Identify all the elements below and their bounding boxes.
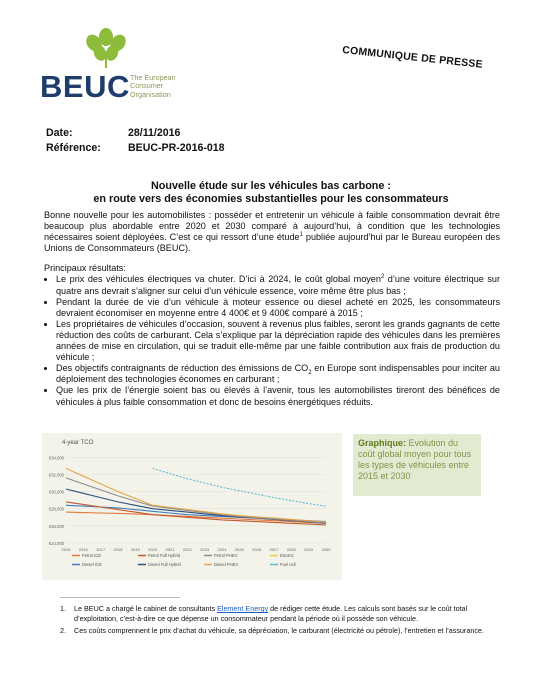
title-line-2: en route vers des économies substantielles pour les consommateurs xyxy=(93,193,449,205)
x-tick-label: 2021 xyxy=(165,547,175,552)
press-release-stamp: COMMUNIQUE DE PRESSE xyxy=(341,44,484,71)
x-tick-label: 2030 xyxy=(321,547,331,552)
body-text xyxy=(44,210,500,408)
x-tick-label: 2027 xyxy=(269,547,279,552)
x-tick-label: 2026 xyxy=(252,547,262,552)
footnotes xyxy=(60,604,496,638)
y-tick-label: €32,000 xyxy=(48,472,64,478)
footnote-divider xyxy=(60,597,180,598)
legend-label: Petrol PHEV xyxy=(214,553,238,558)
results-list xyxy=(44,274,500,407)
brand-tagline: The European Consumer Organisation xyxy=(130,73,176,99)
y-tick-label: €26,000 xyxy=(48,523,64,529)
x-tick-label: 2022 xyxy=(182,547,192,552)
x-tick-label: 2025 xyxy=(234,547,244,552)
tco-chart-svg xyxy=(42,433,342,580)
reference-label: Référence: xyxy=(46,142,101,154)
legend-label: Petrol ICE xyxy=(82,553,102,558)
footnote-ref-1[interactable]: 1 xyxy=(299,232,303,239)
leaf-cluster-icon xyxy=(84,28,128,70)
y-tick-label: €28,000 xyxy=(48,506,64,512)
legend-label: Petrol Full Hybrid xyxy=(148,553,181,558)
list-item: • Des objectifs contraignants de réduction des émissions de $CO_2$ en Europe sont indispensables pour inciter au déploiement des technologies économes en carburant ; xyxy=(56,363,500,385)
y-tick-label: €24,000 xyxy=(48,541,64,546)
beuc-logo xyxy=(40,28,210,104)
brand-name: BEUC xyxy=(40,69,130,104)
series-line xyxy=(66,468,326,522)
legend-label: Electric xyxy=(280,553,294,558)
legend-label: Diesel ICE xyxy=(82,562,102,567)
series-line xyxy=(153,468,326,506)
list-item: • Pendant la durée de vie d’un véhicule à moteur essence ou diesel acheté en 2025, les consommateurs devraient économiser en moyenne entre 4 400€ et 9 400€ comparé à 2015 ; xyxy=(56,297,500,319)
intro-paragraph: Bonne nouvelle pour les automobilistes : posséder et entretenir un véhicule à faible consommation devrait être beaucoup plus abordable entre 2020 et 2030 comparé à aujourd’hui, à condition que les technologies nécessaires soient déployées. C’est ce qui ressort d’une étude$^1$ publiée aujourd’hui par le Bureau européen des Unions de Consommateurs (BEUC). xyxy=(44,210,500,254)
results-heading: Principaux résultats: xyxy=(44,263,126,274)
press-release-title xyxy=(40,180,502,206)
x-tick-label: 2024 xyxy=(217,547,227,552)
footnote-1: 1. Le BEUC a chargé le cabinet de consultants Element Energy de rédiger cette étude. Les calculs sont basés sur le coût total d’exploitation, c’est-à-dire ce que dépense un consommateur pendant la période où il possède son véhicule. xyxy=(60,604,468,623)
chart-caption xyxy=(353,434,481,496)
tco-chart xyxy=(42,433,342,580)
legend-label: Diesel PHEV xyxy=(214,562,239,567)
legend-label: Diesel Full Hybrid xyxy=(148,562,181,567)
title-line-1: Nouvelle étude sur les véhicules bas carbone : xyxy=(150,180,392,192)
chart-title: 4-year TCO xyxy=(62,440,94,446)
x-tick-label: 2018 xyxy=(113,547,123,552)
x-tick-label: 2019 xyxy=(130,547,140,552)
y-tick-label: €30,000 xyxy=(48,489,64,495)
list-item: • Les propriétaires de véhicules d’occasion, souvent à revenus plus faibles, seront les grands gagnants de cette réduction des coûts de carburant. Cela s’explique par la dépréciation rapide des véhicules dans les premières années de mise en circulation, qui se traduit elle-même par une faible contribution aux frais de production du véhicule ; xyxy=(56,319,500,363)
x-tick-label: 2016 xyxy=(78,547,88,552)
caption-text: Evolution du coût global moyen pour tous les types de véhicules entre 2015 et 2030 xyxy=(358,438,472,481)
list-item: • Que les prix de l’énergie soient bas ou élevés à l’avenir, tous les automobilistes tireront des bénéfices de véhicules à plus faible consommation et donc de besoins énergétiques réduits. xyxy=(56,385,500,407)
x-tick-label: 2020 xyxy=(148,547,158,552)
document-meta xyxy=(46,126,225,156)
y-tick-label: €34,000 xyxy=(48,455,64,461)
date-label: Date: xyxy=(46,127,73,139)
footnote-ref-2[interactable]: 2 xyxy=(380,274,385,281)
reference-value: BEUC-PR-2016-018 xyxy=(128,142,225,154)
element-energy-link[interactable]: Element Energy xyxy=(217,604,269,613)
caption-label: Graphique: xyxy=(358,438,407,448)
x-tick-label: 2028 xyxy=(286,547,296,552)
x-tick-label: 2017 xyxy=(96,547,106,552)
legend-label: Fuel cell xyxy=(280,562,296,567)
list-item: • Le prix des véhicules électriques va chuter. D’ici à 2024, le coût global moyen$^2$ d’une voiture électrique sur quatre ans devrait s’aligner sur celui d’un véhicule essence, voire même être plus bas ; xyxy=(56,274,500,296)
footnote-2: 2. Ces coûts comprennent le prix d’achat du véhicule, sa dépréciation, le carburant (électricité ou pétrole), l’entretien et l’assurance. xyxy=(60,626,484,635)
x-tick-label: 2015 xyxy=(61,547,71,552)
x-tick-label: 2023 xyxy=(200,547,210,552)
x-tick-label: 2029 xyxy=(304,547,314,552)
date-value: 28/11/2016 xyxy=(128,127,181,139)
